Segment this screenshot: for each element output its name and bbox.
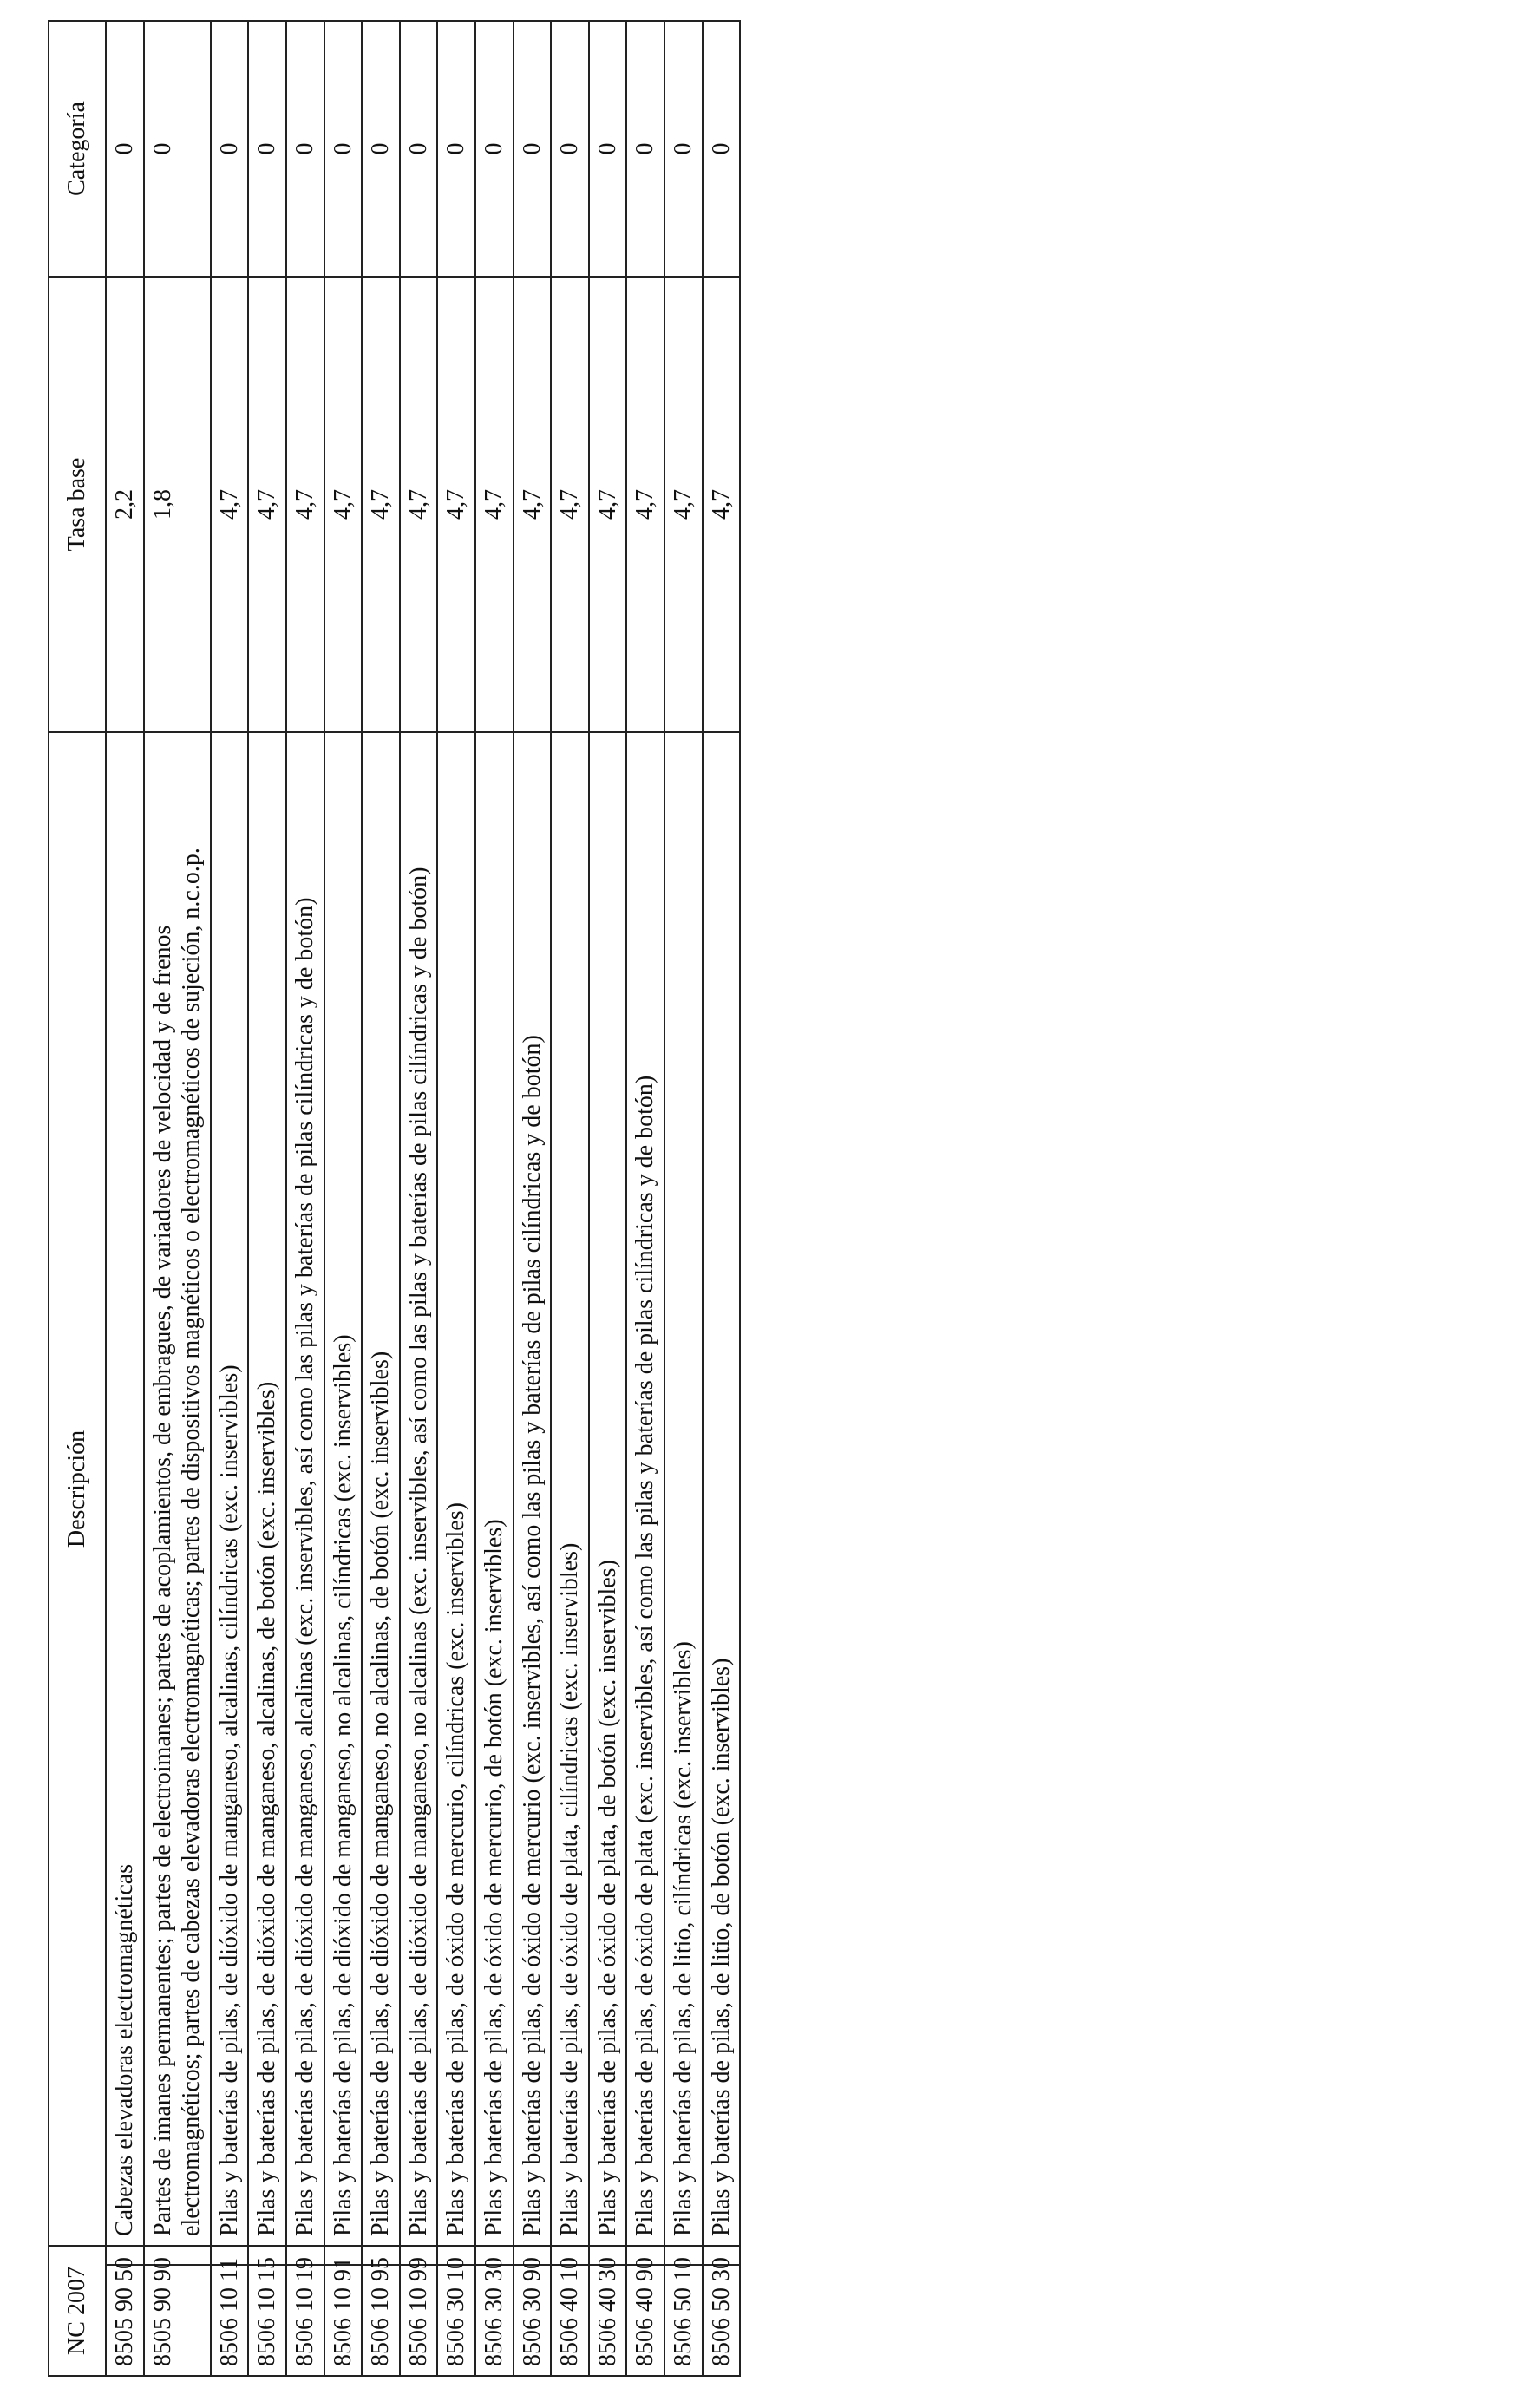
cell-category: 0 [248,21,286,277]
tariff-table [48,20,741,2377]
cell-code: 8506 30 10 [437,2265,475,2376]
cell-description: Pilas y baterías de pilas, de óxido de mercurio (exc. inservibles, así como las pilas y baterías de pilas cilíndricas y de botón) [514,732,552,2246]
cell-base-rate: 4,7 [211,277,249,732]
cell-category: 0 [211,21,249,277]
cell-description: Pilas y baterías de pilas, de dióxido de manganeso, alcalinas, de botón (exc. inservibles) [248,732,286,2246]
cell-base-rate: 1,8 [144,277,211,732]
table-row [400,21,438,2376]
cell-code: 8506 40 90 [626,2265,664,2376]
cell-category: 0 [589,21,627,277]
cell-code: 8506 10 99 [400,2265,438,2376]
table-row [437,21,475,2376]
rotated-page [48,22,1262,2377]
table-row [106,21,144,2376]
cell-code: 8506 30 90 [514,2265,552,2376]
cell-base-rate: 2,2 [106,277,144,732]
cell-description: Pilas y baterías de pilas, de óxido de plata (exc. inservibles, así como las pilas y baterías de pilas cilíndricas y de botón) [626,732,664,2246]
cell-description: Pilas y baterías de pilas, de óxido de mercurio, cilíndricas (exc. inservibles) [437,732,475,2246]
cell-base-rate: 4,7 [664,277,703,732]
cell-base-rate: 4,7 [514,277,552,732]
cell-description: Pilas y baterías de pilas, de litio, cilíndricas (exc. inservibles) [664,732,703,2246]
cell-code: 8505 90 90 [144,2265,211,2376]
table-row [362,21,400,2376]
table-row [514,21,552,2376]
cell-code: 8505 90 50 [106,2265,144,2376]
cell-code: 8506 40 30 [589,2265,627,2376]
cell-base-rate: 4,7 [286,277,324,732]
cell-category: 0 [703,21,741,277]
table-row [475,21,514,2376]
cell-description: Pilas y baterías de pilas, de dióxido de manganeso, alcalinas (exc. inservibles, así como las pilas y baterías de pilas cilíndricas y de botón) [286,732,324,2246]
cell-category: 0 [551,21,589,277]
cell-base-rate: 4,7 [437,277,475,732]
table-row [248,21,286,2376]
cell-code: 8506 10 11 [211,2265,249,2376]
cell-category: 0 [626,21,664,277]
cell-base-rate: 4,7 [589,277,627,732]
table-row [703,21,741,2376]
cell-description: Pilas y baterías de pilas, de óxido de mercurio, de botón (exc. inservibles) [475,732,514,2246]
cell-category: 0 [324,21,363,277]
cell-code: 8506 50 30 [703,2265,741,2376]
cell-description: Pilas y baterías de pilas, de óxido de plata, cilíndricas (exc. inservibles) [551,732,589,2246]
cell-category: 0 [144,21,211,277]
cell-category: 0 [437,21,475,277]
cell-category: 0 [400,21,438,277]
cell-description: Cabezas elevadoras electromagnéticas [106,732,144,2246]
cell-code: 8506 30 30 [475,2265,514,2376]
table-row [551,21,589,2376]
table-row [211,21,249,2376]
cell-code: 8506 10 95 [362,2265,400,2376]
cell-category: 0 [362,21,400,277]
table-row [626,21,664,2376]
table-row [286,21,324,2376]
cell-category: 0 [514,21,552,277]
header-row [49,21,106,2376]
header-category: Categoría [49,21,106,277]
cell-code: 8506 50 10 [664,2265,703,2376]
table-row [664,21,703,2376]
cell-base-rate: 4,7 [703,277,741,732]
cell-description: Pilas y baterías de pilas, de dióxido de manganeso, no alcalinas (exc. inservibles, así como las pilas y baterías de pilas cilíndricas y de botón) [400,732,438,2246]
cell-base-rate: 4,7 [475,277,514,732]
cell-code: 8506 40 10 [551,2265,589,2376]
table-row [589,21,627,2376]
cell-description: Pilas y baterías de pilas, de dióxido de manganeso, no alcalinas, de botón (exc. inservibles) [362,732,400,2246]
cell-description: Pilas y baterías de pilas, de dióxido de manganeso, alcalinas, cilíndricas (exc. inservibles) [211,732,249,2246]
cell-base-rate: 4,7 [400,277,438,732]
cell-category: 0 [664,21,703,277]
cell-code: 8506 10 19 [286,2265,324,2376]
cell-category: 0 [475,21,514,277]
cell-description: Pilas y baterías de pilas, de óxido de plata, de botón (exc. inservibles) [589,732,627,2246]
cell-base-rate: 4,7 [324,277,363,732]
cell-base-rate: 4,7 [362,277,400,732]
cell-category: 0 [286,21,324,277]
cell-description: Pilas y baterías de pilas, de dióxido de manganeso, no alcalinas, cilíndricas (exc. inservibles) [324,732,363,2246]
cell-code: 8506 10 91 [324,2265,363,2376]
table-row [144,21,211,2376]
cell-base-rate: 4,7 [626,277,664,732]
cell-base-rate: 4,7 [248,277,286,732]
table-row [324,21,363,2376]
cell-code: 8506 10 15 [248,2265,286,2376]
cell-category: 0 [106,21,144,277]
header-code: NC 2007 [49,2246,106,2376]
header-base-rate: Tasa base [49,277,106,732]
cell-base-rate: 4,7 [551,277,589,732]
header-description: Descripción [49,732,106,2246]
cell-description: Pilas y baterías de pilas, de litio, de botón (exc. inservibles) [703,732,741,2246]
cell-description: Partes de imanes permanentes; partes de electroimanes; partes de acoplamientos, de embragues, de variadores de velocidad y de frenos electromagnéticos; partes de cabezas elevadoras electromagnéticas; partes de dispositivos magnéticos o electromagnéticos de sujeción, n.c.o.p. [144,732,211,2246]
